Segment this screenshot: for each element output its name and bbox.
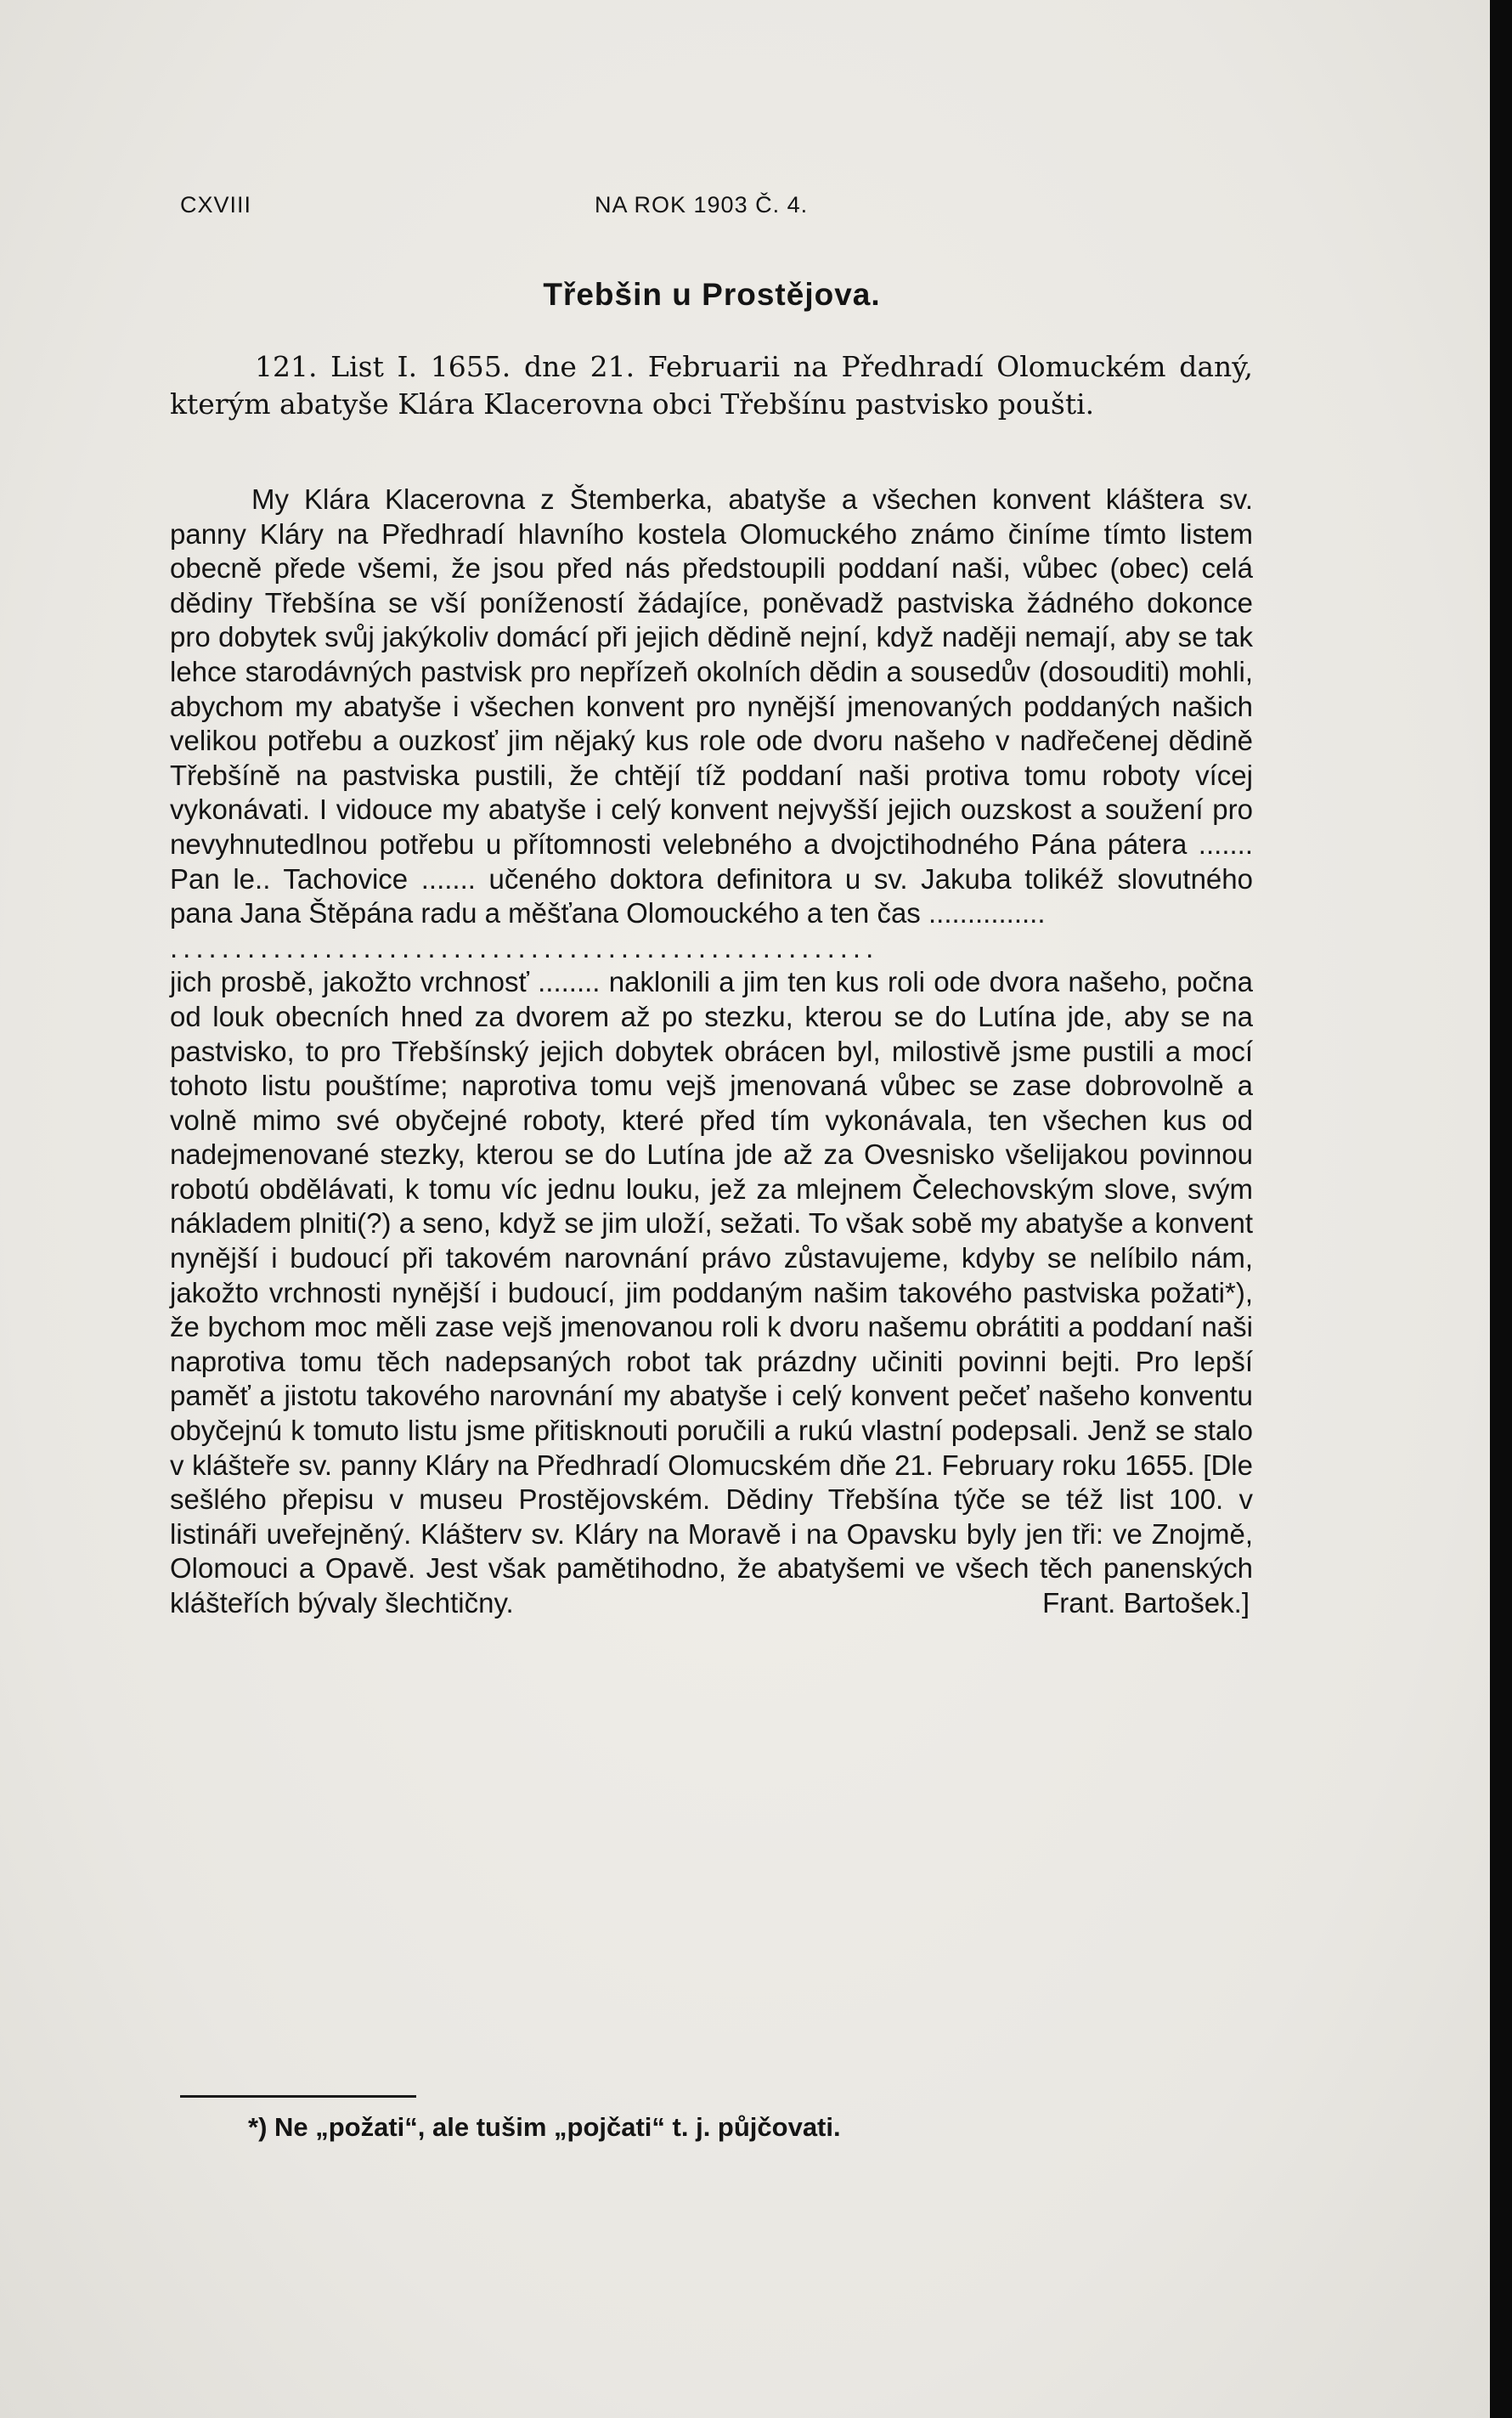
body-text-part-2: jich prosbě, jakožto vrchnosť ........ naklonili a jim ten kus roli ode dvora našeho, počna od louk obecních hned za dvorem až po stezku, kterou se do Lutína jde, aby se na pastvisko, to pro Třebšínský jejich dobytek obrácen byl, milostivě jsme pustili a mocí tohoto listu pouštíme; naprotiva tomu vejš jmenovaná vůbec se zase dobrovolně a volně mimo své obyčejné roboty, které před tím vykonávala, ten všechen kus od nadejmenované stezky, kterou se do Lutína jde až za Ovesnisko všelijakou povinnou robotú obdělávati, k tomu víc jednu louku, jež za mlejnem Čelechovským slove, svým nákladem plniti(?) a seno, když se jim uloží, sežati. To však sobě my abatyše a konvent nynější i budoucí při takovém narovnání právo zůstavujeme, kdyby se nelíbilo nám, jakožto vrchnosti nynější i budoucí, jim poddaným našim takového pastviska požati*), že bychom moc měli zase vejš jmenovanou roli k dvoru našemu obrátiti a poddaní naši naprotiva tomu těch nadepsaných robot tak prázdny učiniti povinni bejti. Pro lepší paměť a jistotu takového narovnání my abatyše i celý konvent pečeť našeho konventu obyčejnú k tomuto listu jsme přitisknouti poručili a rukú vlastní podepsali. Jenž se stalo v klášteře sv. panny Kláry na Předhradí Olomucském dňe 21. February roku 1655. [Dle sešlého přepisu v museu Prostějovském. Dědiny Třebšína týče se též list 100. v listináři uveřejněný. Klášterv sv. Kláry na Moravě i na Opavsku byly jen tři: ve Znojmě, Olomouci a Opavě. Jest však pamětihodno, že abatyšemi ve všech těch panenských klášteřích bývaly šlechtičny. [170, 966, 1253, 1619]
footnote: *) Ne „požati“, ale tušim „pojčati“ t. j. půjčovati. [248, 2112, 841, 2142]
section-title: Třebšin u Prostějova. [543, 277, 881, 312]
running-head [180, 192, 1244, 226]
footnote-divider [180, 2095, 416, 2098]
body-text-part-1: My Klára Klacerovna z Štemberka, abatyše a všechen konvent kláštera sv. panny Kláry na Předhradí hlavního kostela Olomuckého známo činíme tímto listem obecně přede všemi, že jsou před nás předstoupili poddaní naši, vůbec (obec) celá dědiny Třebšína se vší ponížeností žádajíce, poněvadž pastviska žádného dokonce pro dobytek svůj jakýkoliv domácí při jejich dědině nejní, když naději nemají, aby se tak lehce starodávných pastvisk pro nepřízeň okolních dědin a sousedův (dosouditi) mohli, abychom my abatyše i všechen konvent pro nynější jmenovaných poddaných našich velikou potřebu a ouzkosť jim nějaký kus role ode dvoru našeho v nadřečenej dědině Třebšíně na pastviska pustili, že chtějí tíž poddaní naši protiva tomu roboty vícej vykonávati. I vidouce my abatyše i celý konvent nejvyšší jejich ouzskost a soužení pro nevyhnutedlnou potřebu u přítomnosti velebného a dvojctihodného Pána pátera ....... Pan le.. Tachovice ....... učeného doktora definitora u sv. Jakuba tolikéž slovutného pana Jana Štěpána radu a měšťana Olomouckého a ten čas [170, 483, 1253, 929]
journal-issue: NA ROK 1903 Č. 4. [595, 192, 809, 218]
document-heading [170, 348, 1253, 423]
body-paragraph [170, 483, 1253, 931]
ellipsis: ............... [928, 897, 1046, 929]
scan-border [1490, 0, 1512, 2418]
signature-text: Frant. Bartošek.] [1042, 1587, 1250, 1619]
body-paragraph-continued [170, 965, 1253, 1620]
document-heading-text: 121. List I. 1655. dne 21. Februarii na Předhradí Olomuckém daný, kterým abatyše Klára Klacerovna obci Třebšínu pastvisko poušti. [170, 350, 1253, 421]
omission-line: ....................................................... [170, 931, 879, 963]
page-folio: CXVIII [180, 192, 252, 218]
signature [1042, 1586, 1250, 1621]
document-body [170, 483, 1253, 1621]
